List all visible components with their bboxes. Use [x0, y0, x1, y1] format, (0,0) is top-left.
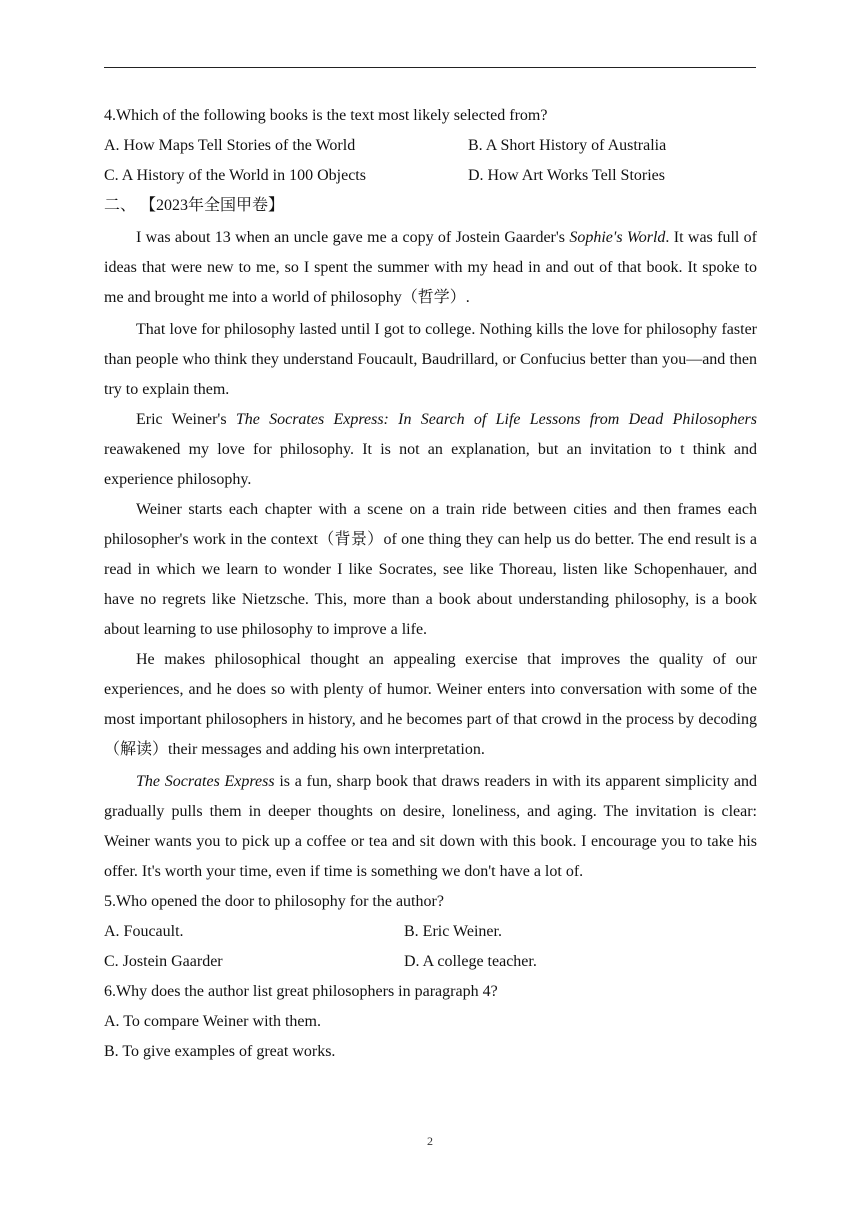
passage-paragraph-6 [104, 767, 757, 887]
q6-stem: 6.Why does the author list great philosophers in paragraph 4? [104, 983, 498, 1000]
q6-option-a: A. To compare Weiner with them. [104, 1013, 321, 1030]
page-number: 2 [427, 1134, 433, 1148]
q4-options-row-1 [104, 131, 757, 161]
q4-option-d: D. How Art Works Tell Stories [468, 167, 665, 184]
q5-option-b: B. Eric Weiner. [404, 923, 502, 940]
passage-paragraph-2: That love for philosophy lasted until I got to college. Nothing kills the love for philosophy faster than people who think they understand Foucault, Baudrillard, or Confucius better than you—and then try to explain them. [104, 321, 757, 398]
p1-text-1: I was about 13 when an uncle gave me a copy of Jostein Gaarder's [136, 229, 570, 246]
p1-text-2: . It was full of ideas that were new to me, so I spent the summer with my head in and out of that book. It spoke to me and brought me into a world of philosophy（哲学）. [104, 229, 758, 306]
q5-option-c: C. Jostein Gaarder [104, 953, 223, 970]
header-rule [104, 67, 756, 68]
q6-option-b: B. To give examples of great works. [104, 1043, 336, 1060]
q4-option-a: A. How Maps Tell Stories of the World [104, 137, 356, 154]
q4-option-c: C. A History of the World in 100 Objects [104, 167, 366, 184]
q4-option-b: B. A Short History of Australia [468, 137, 667, 154]
p3-text-2: reawakened my love for philosophy. It is not an explanation, but an invitation to t think and experience philosophy. [104, 441, 757, 488]
q5-option-a: A. Foucault. [104, 923, 184, 940]
q5-options-row-1 [104, 917, 757, 947]
p3-text-1: Eric Weiner's [136, 411, 236, 428]
q4-stem: 4.Which of the following books is the text most likely selected from? [104, 107, 548, 124]
page-content [104, 101, 757, 1067]
p6-text-1: is a fun, sharp book that draws readers in with its apparent simplicity and gradually pulls them in deeper thoughts on desire, loneliness, and aging. The invitation is clear: Weiner wants you to pick up a coffee or tea and sit down with this book. I encourage you to take his offer. It's worth your time, even if time is something we don't have a lot of. [104, 773, 757, 880]
q5-options-row-2 [104, 947, 757, 977]
passage-paragraph-4: Weiner starts each chapter with a scene on a train ride between cities and then frames each philosopher's work in the context（背景）of one thing they can help us do better. The end result is a read in which we learn to wonder I like Socrates, see like Thoreau, listen like Schopenhauer, and have no regrets like Nietzsche. This, more than a book about understanding philosophy, is a book about learning to use philosophy to improve a life. [104, 501, 757, 638]
book-title-socrates-express-full: The Socrates Express: In Search of Life Lessons from Dead Philosophers [235, 411, 758, 428]
section-header: 二、 【2023年全国甲卷】 [104, 197, 285, 214]
q5-stem: 5.Who opened the door to philosophy for the author? [104, 893, 444, 910]
q5-option-d: D. A college teacher. [404, 953, 537, 970]
passage-paragraph-1 [104, 223, 757, 313]
q4-options-row-2 [104, 161, 757, 191]
book-title-sophies-world: Sophie's World [569, 229, 666, 246]
passage-paragraph-5: He makes philosophical thought an appealing exercise that improves the quality of our experiences, and he does so with plenty of humor. Weiner enters into conversation with some of the most important philosophers in history, and he becomes part of that crowd in the process by decoding（解读）their messages and adding his own interpretation. [104, 651, 757, 758]
passage-paragraph-3 [104, 405, 757, 495]
book-title-socrates-express: The Socrates Express [136, 773, 275, 790]
